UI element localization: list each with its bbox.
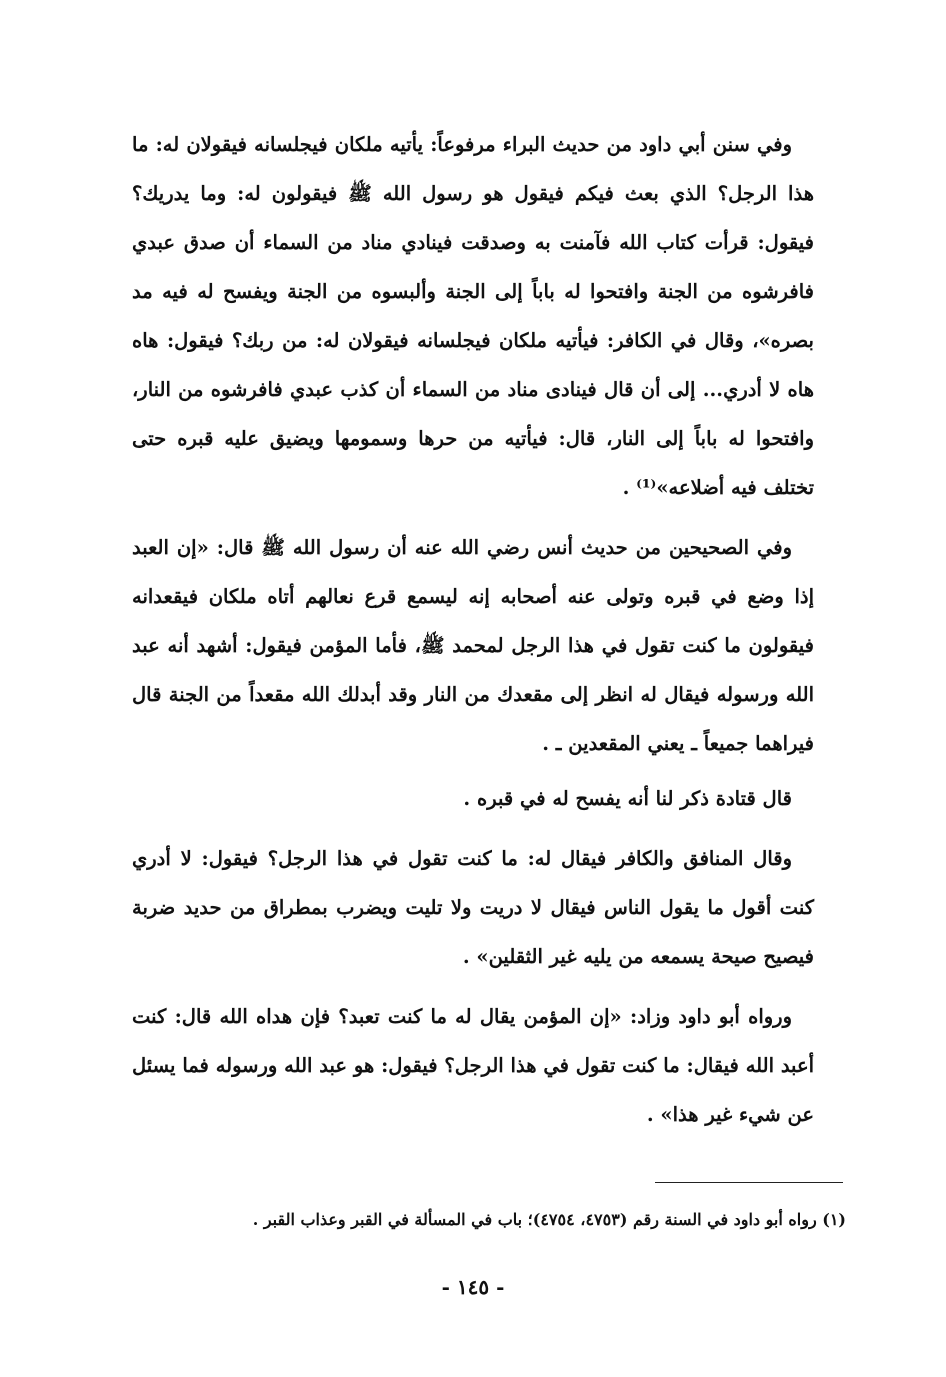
footnote: (١) رواه أبو داود في السنة رقم (٤٧٥٣، ٤٧٥٤)؛ باب في المسألة في القبر وعذاب القبر .: [252, 1210, 846, 1229]
main-text: [132, 120, 814, 1139]
paragraph-sahihayn-anas: وفي الصحيحين من حديث أنس رضي الله عنه أن رسول الله ﷺ قال: «إن العبد إذا وضع في قبره وتولى عنه أصحابه إنه ليسمع قرع نعالهم أتاه ملكان فيقعدانه فيقولون ما كنت تقول في هذا الرجل لمحمد ﷺ، فأما المؤمن فيقول: أشهد أنه عبد الله ورسوله فيقال له انظر إلى مقعدك من النار وقد أبدلك الله مقعداً من الجنة قال فيراهما جميعاً ـ يعني المقعدين ـ .: [132, 536, 814, 755]
paragraph-qatada: قال قتادة ذكر لنا أنه يفسح له في قبره .: [463, 787, 792, 810]
footnote-separator: [655, 1182, 843, 1183]
page-number: - ١٤٥ -: [441, 1275, 505, 1299]
paragraph-abu-dawud-bara: وفي سنن أبي داود من حديث البراء مرفوعاً: يأتيه ملكان فيجلسانه فيقولان له: ما هذا الرجل؟ الذي بعث فيكم فيقول هو رسول الله ﷺ فيقولون له: وما يدريك؟ فيقول: قرأت كتاب الله فآمنت به وصدقت فينادي مناد من السماء أن صدق عبدي فافرشوه من الجنة وافتحوا له باباً إلى الجنة وألبسوه من الجنة ويفسح له فيه مد بصره»، وقال في الكافر: فيأتيه ملكان فيجلسانه فيقولان له: من ربك؟ فيقول: هاه هاه لا أدري... إلى أن قال فينادى مناد من السماء أن كذب عبدي فافرشوه من النار، وافتحوا له باباً إلى النار، قال: فيأتيه من حرها وسمومها ويضيق عليه قبره حتى تختلف فيه أضلاعه»⁽¹⁾ .: [132, 133, 814, 499]
paragraph-abu-dawud-addition: ورواه أبو داود وزاد: «إن المؤمن يقال له ما كنت تعبد؟ فإن هداه الله قال: كنت أعبد الله فيقال: ما كنت تقول في هذا الرجل؟ فيقول: هو عبد الله ورسوله فما يسئل عن شيء غير هذا» .: [132, 1005, 814, 1126]
paragraph-munafiq-kafir: وقال المنافق والكافر فيقال له: ما كنت تقول في هذا الرجل؟ فيقول: لا أدري كنت أقول ما يقول الناس فيقال لا دريت ولا تليت ويضرب بمطراق من حديد ضربة فيصيح صيحة يسمعه من يليه غير الثقلين» .: [132, 847, 814, 968]
